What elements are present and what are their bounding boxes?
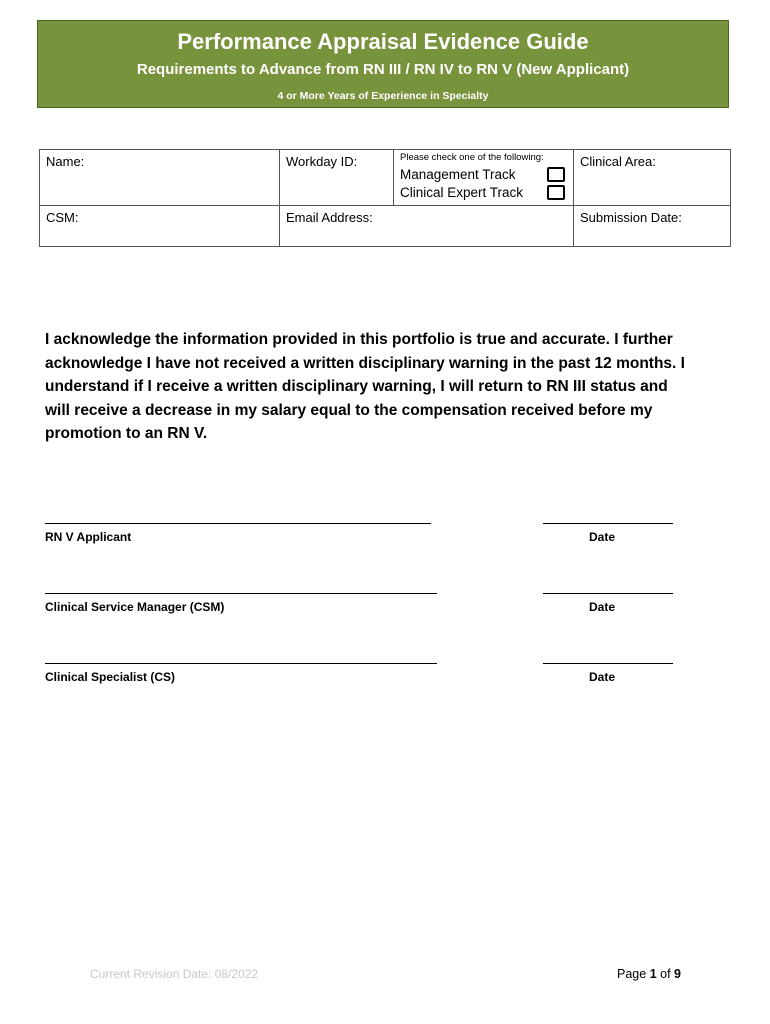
applicant-signature-label: RN V Applicant <box>45 530 132 544</box>
name-field[interactable] <box>40 150 280 206</box>
csm-date-line[interactable] <box>543 593 673 594</box>
page-total: 9 <box>674 967 681 981</box>
clinical-area-field[interactable] <box>574 150 731 206</box>
track-instruction: Please check one of the following: <box>400 152 544 163</box>
csm-signature-line[interactable] <box>45 593 437 594</box>
csm-date-label: Date <box>589 600 616 614</box>
page-current: 1 <box>649 967 657 981</box>
name-label: Name: <box>46 154 85 169</box>
cs-signature-line[interactable] <box>45 663 437 664</box>
csm-signature-label: Clinical Service Manager (CSM) <box>45 600 225 614</box>
clinical-expert-track-checkbox[interactable] <box>547 185 565 200</box>
csm-label: CSM: <box>46 210 79 225</box>
cs-signature-label: Clinical Specialist (CS) <box>45 670 176 684</box>
applicant-date-label: Date <box>589 530 616 544</box>
applicant-signature-line[interactable] <box>45 523 431 524</box>
track-option-management[interactable] <box>400 167 567 182</box>
applicant-date-line[interactable] <box>543 523 673 524</box>
track-option-label: Clinical Expert Track <box>400 185 524 200</box>
applicant-info-table <box>39 149 731 247</box>
email-label: Email Address: <box>286 210 373 225</box>
email-field[interactable] <box>280 206 574 247</box>
submission-date-label: Submission Date: <box>580 210 682 225</box>
page-of: of <box>660 967 671 981</box>
track-selection <box>394 150 574 206</box>
cs-date-label: Date <box>589 670 616 684</box>
workday-id-label: Workday ID: <box>286 154 358 169</box>
page-subtitle: Requirements to Advance from RN III / RN IV to RN V (New Applicant) <box>136 61 630 78</box>
revision-date: Current Revision Date: 08/2022 <box>90 967 259 981</box>
workday-id-field[interactable] <box>280 150 394 206</box>
page-number <box>617 967 681 981</box>
page-prefix: Page <box>617 967 647 981</box>
header-banner <box>37 20 729 108</box>
acknowledgement-statement: I acknowledge the information provided in this portfolio is true and accurate. I further acknowledge I have not received a written disciplinary warning in the past 12 months. I understand if I receive a written disciplinary warning, I will return to RN III status and will receive a decrease in my salary equal to the compensation received before my promotion to an RN V. <box>45 331 685 442</box>
track-option-clinical-expert[interactable] <box>400 185 567 200</box>
clinical-area-label: Clinical Area: <box>580 154 656 169</box>
management-track-checkbox[interactable] <box>547 167 565 182</box>
experience-note: 4 or More Years of Experience in Specialty <box>277 90 489 102</box>
csm-field[interactable] <box>40 206 280 247</box>
submission-date-field[interactable] <box>574 206 731 247</box>
page-title: Performance Appraisal Evidence Guide <box>177 29 589 54</box>
track-option-label: Management Track <box>400 167 516 182</box>
cs-date-line[interactable] <box>543 663 673 664</box>
